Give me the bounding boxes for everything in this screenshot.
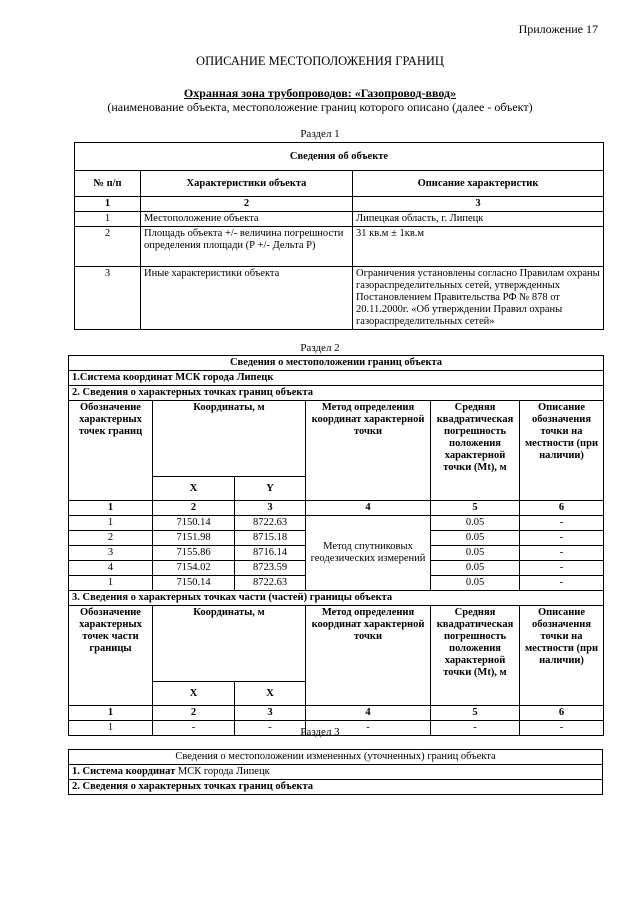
point-x: 7150.14 xyxy=(153,516,235,531)
section1-table xyxy=(74,142,604,330)
row-characteristic: Площадь объекта +/- величина погрешности определения площади (Р +/- Дельта Р) xyxy=(141,227,353,267)
col-method: Метод определения координат характерной точки xyxy=(306,401,431,501)
part-point-y: - xyxy=(235,721,306,736)
object-name-text: Охранная зона трубопроводов: «Газопровод-ввод» xyxy=(183,86,457,100)
point-y: 8715.18 xyxy=(235,531,306,546)
section3-caption: Сведения о местоположении измененных (уточненных) границ объекта xyxy=(69,750,603,765)
coord-system-lead: 1. Система координат xyxy=(72,766,176,777)
point-y: 8722.63 xyxy=(235,576,306,591)
section2-table xyxy=(68,355,604,736)
row-description: 31 кв.м ± 1кв.м xyxy=(353,227,604,267)
col-number: 1 xyxy=(69,706,153,721)
col-error: Средняя квадратическая погрешность положения характерной точки (Mt), м xyxy=(431,606,520,706)
point-method: Метод спутниковых геодезических измерений xyxy=(306,516,431,591)
coord-system xyxy=(69,765,603,780)
point-id: 1 xyxy=(69,516,153,531)
point-desc: - xyxy=(520,531,604,546)
point-mt: 0.05 xyxy=(431,516,520,531)
part-point-id: 1 xyxy=(69,721,153,736)
table-row xyxy=(69,516,604,531)
row-characteristic: Местоположение объекта xyxy=(141,212,353,227)
col-number: 6 xyxy=(520,706,604,721)
object-name xyxy=(0,86,640,101)
col-header: Характеристики объекта xyxy=(141,171,353,197)
object-name-note: (наименование объекта, местоположение границ которого описано (далее - объект) xyxy=(107,100,533,114)
coord-system-rest: МСК города Липецк xyxy=(175,766,270,777)
section1-caption: Сведения об объекте xyxy=(75,143,604,171)
col-number: 4 xyxy=(306,501,431,516)
table-row xyxy=(75,267,604,330)
section3-table xyxy=(68,749,603,795)
col-number: 3 xyxy=(235,501,306,516)
point-desc: - xyxy=(520,576,604,591)
point-mt: 0.05 xyxy=(431,531,520,546)
col-method: Метод определения координат характерной точки xyxy=(306,606,431,706)
point-x: 7155.86 xyxy=(153,546,235,561)
col-x: X xyxy=(153,682,235,706)
table-row xyxy=(75,212,604,227)
part-point-method: - xyxy=(306,721,431,736)
point-desc: - xyxy=(520,546,604,561)
col-number: 3 xyxy=(235,706,306,721)
row-number: 2 xyxy=(75,227,141,267)
point-y: 8716.14 xyxy=(235,546,306,561)
points-title: 2. Сведения о характерных точках границ объекта xyxy=(69,386,604,401)
point-id: 1 xyxy=(69,576,153,591)
page-title: ОПИСАНИЕ МЕСТОПОЛОЖЕНИЯ ГРАНИЦ xyxy=(196,54,444,68)
col-number: 1 xyxy=(69,501,153,516)
point-desc: - xyxy=(520,561,604,576)
part-point-x: - xyxy=(153,721,235,736)
col-header: Описание характеристик xyxy=(353,171,604,197)
col-coords: Координаты, м xyxy=(153,606,306,682)
col-header: № п/п xyxy=(75,171,141,197)
col-number: 6 xyxy=(520,501,604,516)
section3-label: Раздел 3 xyxy=(300,726,340,738)
row-number: 3 xyxy=(75,267,141,330)
part-point-desc: - xyxy=(520,721,604,736)
col-desc: Описание обозначения точки на местности (при наличии) xyxy=(520,606,604,706)
point-mt: 0.05 xyxy=(431,576,520,591)
section2-label: Раздел 2 xyxy=(300,342,340,354)
row-characteristic: Иные характеристики объекта xyxy=(141,267,353,330)
row-number: 1 xyxy=(75,212,141,227)
point-mt: 0.05 xyxy=(431,546,520,561)
col-number: 5 xyxy=(431,706,520,721)
point-x: 7150.14 xyxy=(153,576,235,591)
col-coords: Координаты, м xyxy=(153,401,306,477)
col-number: 4 xyxy=(306,706,431,721)
col-y: X xyxy=(235,682,306,706)
part-point-mt: - xyxy=(431,721,520,736)
appendix-label: Приложение 17 xyxy=(518,22,598,36)
point-y: 8723.59 xyxy=(235,561,306,576)
col-point: Обозначение характерных точек границ xyxy=(69,401,153,501)
col-number: 5 xyxy=(431,501,520,516)
point-id: 2 xyxy=(69,531,153,546)
col-point-part: Обозначение характерных точек части границы xyxy=(69,606,153,706)
row-description: Ограничения установлены согласно Правилам охраны газораспределительных сетей, утвержденных Постановлением Правительства РФ № 878 от 20.11.2000г. «Об утверждении Правил охраны газораспределительных сетей» xyxy=(353,267,604,330)
col-number: 3 xyxy=(353,197,604,212)
point-y: 8722.63 xyxy=(235,516,306,531)
coord-system: 1.Система координат МСК города Липецк xyxy=(69,371,604,386)
section2-caption: Сведения о местоположении границ объекта xyxy=(69,356,604,371)
parts-title: 3. Сведения о характерных точках части (частей) границы объекта xyxy=(69,591,604,606)
table-row xyxy=(75,227,604,267)
col-error: Средняя квадратическая погрешность положения характерной точки (Mt), м xyxy=(431,401,520,501)
point-x: 7151.98 xyxy=(153,531,235,546)
col-number: 1 xyxy=(75,197,141,212)
col-desc: Описание обозначения точки на местности (при наличии) xyxy=(520,401,604,501)
col-number: 2 xyxy=(153,501,235,516)
col-number: 2 xyxy=(141,197,353,212)
point-id: 3 xyxy=(69,546,153,561)
col-y: Y xyxy=(235,477,306,501)
points-title: 2. Сведения о характерных точках границ объекта xyxy=(69,780,603,795)
point-x: 7154.02 xyxy=(153,561,235,576)
row-description: Липецкая область, г. Липецк xyxy=(353,212,604,227)
point-id: 4 xyxy=(69,561,153,576)
section1-label: Раздел 1 xyxy=(300,128,340,140)
col-number: 2 xyxy=(153,706,235,721)
point-desc: - xyxy=(520,516,604,531)
col-x: X xyxy=(153,477,235,501)
point-mt: 0.05 xyxy=(431,561,520,576)
